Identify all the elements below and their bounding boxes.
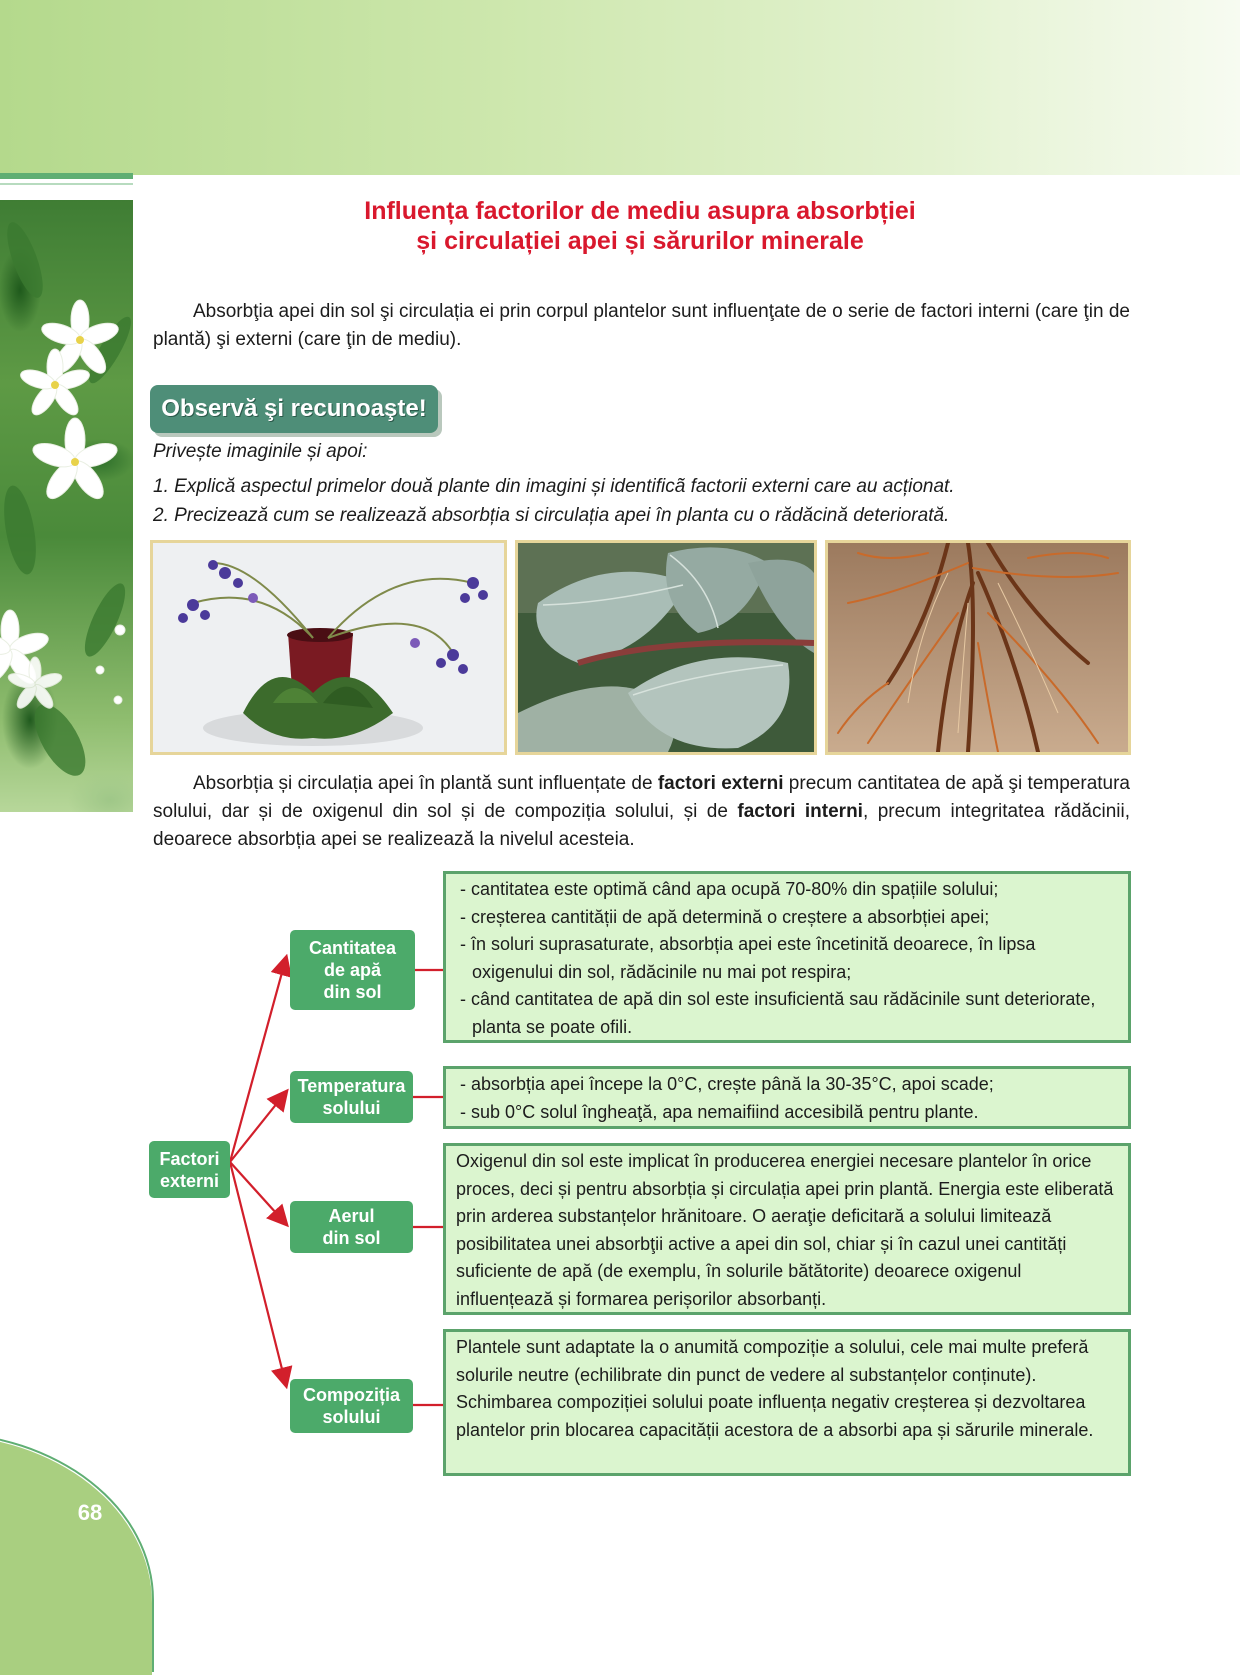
arrow-to-composition [230, 1162, 286, 1385]
page-title-line-2: și circulației apei și sărurilor minerale [416, 227, 864, 255]
observe-task-2: 2. Precizează cum se realizează absorbția si circulația apei în planta cu o rădăcină deteriorată. [153, 505, 950, 526]
bold-internal-factors: factori interni [737, 801, 863, 822]
temperature-fact-1: - absorbția apei începe la 0°C, crește până la 30-35°C, apoi scade; [456, 1071, 1120, 1099]
water-fact-1: - cantitatea este optimă când apa ocupă 70-80% din spațiile solului; [456, 876, 1120, 904]
water-fact-2: - creșterea cantității de apă determină o creștere a absorbției apei; [456, 904, 1120, 932]
panel-water-quantity [443, 871, 1131, 1043]
category-water-quantity: Cantitatea de apă din sol [290, 930, 415, 1010]
root-external-factors: Factori externi [149, 1141, 230, 1198]
arrow-to-water [230, 958, 286, 1162]
arrow-to-temperature [230, 1092, 286, 1162]
observe-heading-badge: Observă şi recunoaşte! [150, 385, 438, 433]
panel-soil-composition: Plantele sunt adaptate la o anumită compoziție a solului, cele mai multe preferă solurile neutre (echilibrate din punct de vedere al substanțelor conținute). Schimbarea compoziției solului poate influența negativ creșterea și dezvoltarea plantelor prin blocarea capacității acestora de a absorbi apa și sărurile minerale. [443, 1329, 1131, 1476]
water-fact-3: - în soluri suprasaturate, absorbția apei este încetinită deoarece, în lipsa oxigenului din sol, rădăcinile nu mai pot respira; [456, 931, 1120, 986]
observe-task-1: 1. Explică aspectul primelor două plante din imagini și identificã factorii externi care au acționat. [153, 476, 955, 497]
temperature-fact-2: - sub 0°C solul îngheaţă, apa nemaifiind accesibilă pentru plante. [456, 1099, 1120, 1127]
category-soil-temperature: Temperatura solului [290, 1071, 413, 1123]
observe-prompt: Privește imaginile și apoi: [153, 441, 368, 462]
intro-paragraph: Absorbţia apei din sol şi circulația ei prin corpul plantelor sunt influenţate de o serie de factori interni (care ţin de plantă) şi externi (care ţin de mediu). [153, 301, 1130, 350]
panel-soil-air: Oxigenul din sol este implicat în producerea energiei necesare plantelor în orice proces, deci și pentru absorbția și circulația apei prin plantă. Energia este eliberată prin arderea substanțelor hrănitoare. O aeraţie deficitară a solului limitează posibilitatea unei absorbţii active a apei din sol, chiar și în cazul unei cantități suficiente de apă (de exemplu, în solurile bătătorite) deoarece oxigenul influențează și formarea perișorilor absorbanți. [443, 1143, 1131, 1315]
category-soil-composition: Compoziția solului [290, 1379, 413, 1433]
bold-external-factors: factori externi [657, 773, 784, 794]
panel-soil-temperature [443, 1066, 1131, 1129]
category-soil-air: Aerul din sol [290, 1201, 413, 1253]
page-title-line-1: Influența factorilor de mediu asupra absorbției [364, 197, 916, 225]
body-paragraph: Absorbția și circulația apei în plantă sunt influențate de factori externi precum cantitatea de apă şi temperatura solului, dar și de oxigenul din sol și de compoziția solului, și de factori interni, precum integritatea rădăcinii, deoarece absorbția apei se realizează la nivelul acesteia. [153, 773, 1131, 850]
page-number: 68 [77, 1500, 103, 1525]
water-fact-4: - când cantitatea de apă din sol este insuficientă sau rădăcinile sunt deteriorate, planta se poate ofili. [456, 986, 1120, 1041]
